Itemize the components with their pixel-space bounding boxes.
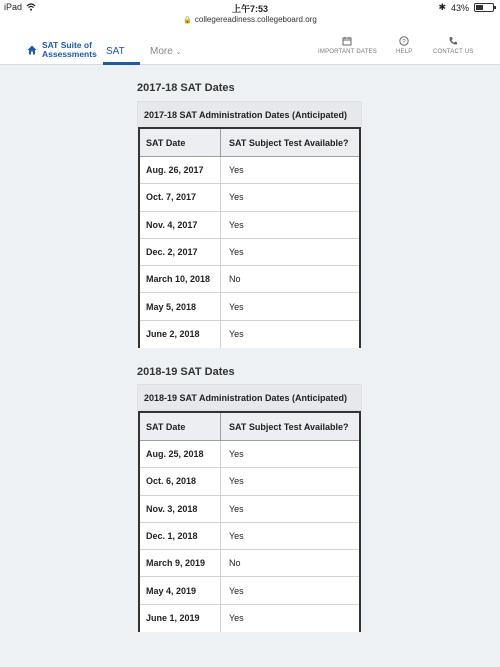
table-caption-2017-18: 2017-18 SAT Administration Dates (Anticipated) [137,101,362,128]
subject-test-cell: Yes [229,449,244,460]
sat-date-cell: June 2, 2018 [140,321,221,348]
brand-logo-link[interactable] [27,41,97,59]
status-time: 上午7:53 [231,4,268,14]
brand-name: SAT Suite of Assessments [42,40,97,59]
sat-date-cell: Aug. 25, 2018 [140,441,221,467]
subject-test-cell: No [229,274,241,285]
subject-test-cell: Yes [229,585,244,596]
table-row [140,577,359,604]
address-bar[interactable] [0,15,500,29]
tab-more[interactable]: More ⌄ [150,46,182,57]
help-link[interactable]: ? HELP [396,36,412,55]
table-header-row [140,413,359,441]
url-text: collegereadiness.collegeboard.org [194,15,317,24]
status-bar [0,0,500,16]
tab-sat[interactable]: SAT [106,46,125,57]
sat-date-cell: Nov. 4, 2017 [140,212,221,238]
column-header-subject-test: SAT Subject Test Available? [229,421,349,432]
table-row [140,468,359,495]
svg-text:?: ? [402,38,407,46]
table-row [140,184,359,211]
table-row [140,605,359,632]
active-tab-indicator [103,62,140,65]
subject-test-cell: Yes [229,192,244,203]
bluetooth-icon: ✱ [438,2,446,12]
status-right [438,2,494,13]
lock-icon: 🔒 [183,17,192,24]
subject-test-cell: Yes [229,247,244,258]
sat-date-cell: Oct. 7, 2017 [140,184,221,210]
subject-test-cell: Yes [229,165,244,176]
subject-test-cell: Yes [229,329,244,340]
dates-table-2017-18 [138,127,361,348]
column-header-subject-test: SAT Subject Test Available? [229,137,349,148]
home-icon [27,45,37,55]
subject-test-cell: Yes [229,531,244,542]
help-icon [399,36,409,46]
section-title-2018-19: 2018-19 SAT Dates [137,366,235,378]
battery-icon [474,3,494,12]
important-dates-link[interactable]: IMPORTANT DATES [318,36,377,55]
table-row [140,496,359,523]
table-row [140,212,359,239]
table-row [140,157,359,184]
table-row [140,441,359,468]
device-name: iPad [4,2,23,12]
sat-date-cell: March 10, 2018 [140,266,221,292]
sat-date-cell: Dec. 2, 2017 [140,239,221,265]
chevron-down-icon: ⌄ [175,49,182,56]
sat-date-cell: June 1, 2019 [140,605,221,632]
column-header-sat-date: SAT Date [140,129,221,156]
battery-percent: 43% [450,2,469,13]
table-row [140,293,359,320]
phone-icon [448,36,458,46]
table-row [140,321,359,348]
sat-date-cell: Oct. 6, 2018 [140,468,221,494]
subject-test-cell: Yes [229,476,244,487]
table-row [140,266,359,293]
sat-date-cell: Dec. 1, 2018 [140,523,221,549]
calendar-icon [342,36,352,46]
dates-table-2018-19 [138,411,361,632]
table-row [140,550,359,577]
sat-date-cell: May 4, 2019 [140,577,221,603]
subject-test-cell: Yes [229,219,244,230]
subject-test-cell: No [229,558,241,569]
table-caption-2018-19: 2018-19 SAT Administration Dates (Anticipated) [137,384,362,411]
table-row [140,523,359,550]
sat-date-cell: May 5, 2018 [140,293,221,319]
section-title-2017-18: 2017-18 SAT Dates [137,82,235,94]
subject-test-cell: Yes [229,301,244,312]
site-nav [0,29,500,65]
sat-date-cell: Aug. 26, 2017 [140,157,221,183]
column-header-sat-date: SAT Date [140,413,221,440]
sat-date-cell: March 9, 2019 [140,550,221,576]
subject-test-cell: Yes [229,613,244,624]
table-row [140,239,359,266]
subject-test-cell: Yes [229,503,244,514]
contact-us-link[interactable]: CONTACT US [433,36,473,55]
table-header-row [140,129,359,157]
sat-date-cell: Nov. 3, 2018 [140,496,221,522]
